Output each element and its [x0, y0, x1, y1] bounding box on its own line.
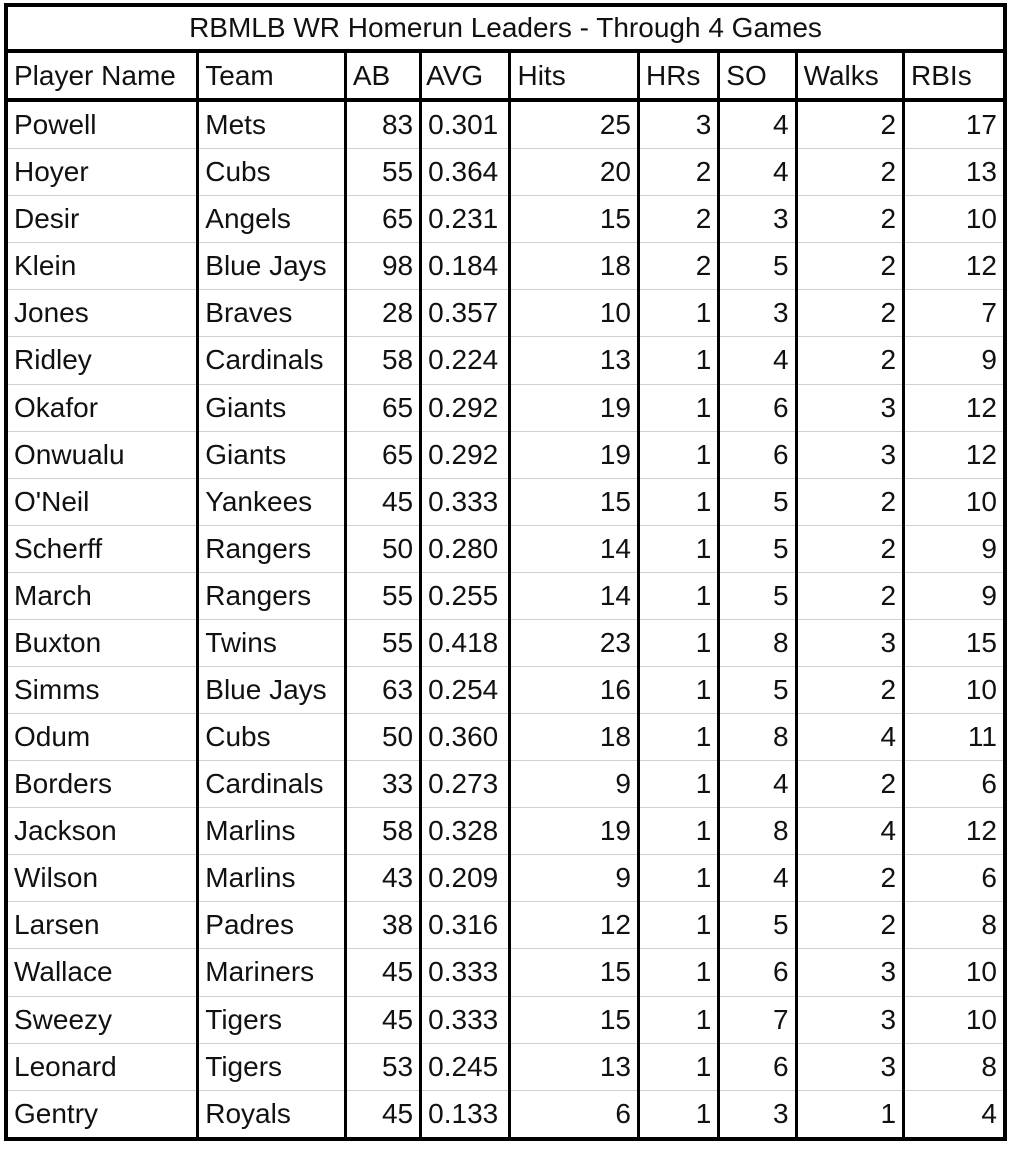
cell-avg: 0.316 — [421, 902, 510, 949]
table-row — [6, 761, 1005, 808]
cell-so: 5 — [719, 666, 796, 713]
cell-player-name: Onwualu — [6, 431, 198, 478]
cell-so: 5 — [719, 525, 796, 572]
cell-hrs: 1 — [638, 619, 718, 666]
cell-hrs: 1 — [638, 572, 718, 619]
cell-so: 6 — [719, 384, 796, 431]
cell-rbis: 11 — [904, 714, 1005, 761]
cell-avg: 0.273 — [421, 761, 510, 808]
cell-ab: 28 — [345, 290, 420, 337]
cell-hrs: 1 — [638, 949, 718, 996]
cell-ab: 45 — [345, 478, 420, 525]
cell-hits: 23 — [510, 619, 639, 666]
cell-ab: 65 — [345, 384, 420, 431]
cell-so: 5 — [719, 243, 796, 290]
table-row — [6, 902, 1005, 949]
table-row — [6, 714, 1005, 761]
cell-hits: 13 — [510, 337, 639, 384]
column-header-so: SO — [719, 51, 796, 100]
cell-ab: 83 — [345, 100, 420, 149]
cell-team: Padres — [198, 902, 346, 949]
cell-so: 5 — [719, 902, 796, 949]
table-row — [6, 619, 1005, 666]
cell-player-name: Buxton — [6, 619, 198, 666]
cell-walks: 3 — [796, 996, 903, 1043]
cell-walks: 3 — [796, 619, 903, 666]
cell-team: Marlins — [198, 808, 346, 855]
column-header-player-name: Player Name — [6, 51, 198, 100]
cell-ab: 63 — [345, 666, 420, 713]
cell-hits: 14 — [510, 525, 639, 572]
column-header-rbis: RBIs — [904, 51, 1005, 100]
cell-player-name: Leonard — [6, 1043, 198, 1090]
cell-walks: 2 — [796, 902, 903, 949]
table-row — [6, 100, 1005, 149]
cell-team: Cubs — [198, 714, 346, 761]
cell-player-name: Jackson — [6, 808, 198, 855]
cell-team: Rangers — [198, 525, 346, 572]
cell-walks: 2 — [796, 196, 903, 243]
cell-avg: 0.301 — [421, 100, 510, 149]
column-header-hrs: HRs — [638, 51, 718, 100]
cell-hrs: 1 — [638, 996, 718, 1043]
cell-avg: 0.333 — [421, 949, 510, 996]
cell-avg: 0.364 — [421, 149, 510, 196]
table-row — [6, 949, 1005, 996]
cell-hits: 15 — [510, 478, 639, 525]
cell-walks: 2 — [796, 100, 903, 149]
cell-hrs: 3 — [638, 100, 718, 149]
cell-hits: 16 — [510, 666, 639, 713]
cell-avg: 0.133 — [421, 1090, 510, 1139]
cell-avg: 0.254 — [421, 666, 510, 713]
cell-hrs: 2 — [638, 196, 718, 243]
cell-team: Cardinals — [198, 761, 346, 808]
cell-player-name: Powell — [6, 100, 198, 149]
cell-player-name: Ridley — [6, 337, 198, 384]
cell-so: 8 — [719, 808, 796, 855]
cell-so: 6 — [719, 431, 796, 478]
table-row — [6, 243, 1005, 290]
cell-team: Yankees — [198, 478, 346, 525]
cell-ab: 45 — [345, 1090, 420, 1139]
cell-hits: 25 — [510, 100, 639, 149]
cell-rbis: 12 — [904, 243, 1005, 290]
cell-rbis: 6 — [904, 855, 1005, 902]
table-row — [6, 996, 1005, 1043]
cell-avg: 0.328 — [421, 808, 510, 855]
column-header-avg: AVG — [421, 51, 510, 100]
cell-team: Tigers — [198, 996, 346, 1043]
cell-team: Rangers — [198, 572, 346, 619]
cell-avg: 0.255 — [421, 572, 510, 619]
cell-so: 4 — [719, 337, 796, 384]
cell-avg: 0.357 — [421, 290, 510, 337]
cell-walks: 3 — [796, 1043, 903, 1090]
table-row — [6, 666, 1005, 713]
cell-ab: 55 — [345, 572, 420, 619]
cell-player-name: Desir — [6, 196, 198, 243]
cell-hrs: 1 — [638, 902, 718, 949]
cell-avg: 0.292 — [421, 431, 510, 478]
cell-rbis: 6 — [904, 761, 1005, 808]
cell-avg: 0.245 — [421, 1043, 510, 1090]
cell-player-name: Larsen — [6, 902, 198, 949]
cell-walks: 1 — [796, 1090, 903, 1139]
cell-walks: 4 — [796, 714, 903, 761]
cell-hrs: 1 — [638, 384, 718, 431]
cell-avg: 0.333 — [421, 996, 510, 1043]
table-body — [6, 100, 1005, 1139]
cell-so: 3 — [719, 290, 796, 337]
cell-hrs: 1 — [638, 666, 718, 713]
cell-hits: 19 — [510, 384, 639, 431]
cell-team: Mets — [198, 100, 346, 149]
cell-team: Twins — [198, 619, 346, 666]
table-row — [6, 149, 1005, 196]
cell-so: 5 — [719, 478, 796, 525]
cell-walks: 2 — [796, 572, 903, 619]
cell-so: 4 — [719, 761, 796, 808]
cell-walks: 2 — [796, 666, 903, 713]
cell-avg: 0.184 — [421, 243, 510, 290]
table-row — [6, 290, 1005, 337]
cell-avg: 0.280 — [421, 525, 510, 572]
cell-walks: 2 — [796, 478, 903, 525]
cell-so: 6 — [719, 949, 796, 996]
cell-rbis: 9 — [904, 337, 1005, 384]
cell-team: Mariners — [198, 949, 346, 996]
cell-team: Marlins — [198, 855, 346, 902]
cell-walks: 3 — [796, 384, 903, 431]
cell-hrs: 1 — [638, 431, 718, 478]
table-row — [6, 1090, 1005, 1139]
cell-team: Braves — [198, 290, 346, 337]
table-row — [6, 572, 1005, 619]
cell-walks: 2 — [796, 761, 903, 808]
cell-hits: 9 — [510, 761, 639, 808]
table-row — [6, 1043, 1005, 1090]
cell-rbis: 10 — [904, 949, 1005, 996]
cell-player-name: Borders — [6, 761, 198, 808]
cell-team: Angels — [198, 196, 346, 243]
cell-hrs: 1 — [638, 761, 718, 808]
cell-avg: 0.333 — [421, 478, 510, 525]
cell-rbis: 8 — [904, 902, 1005, 949]
table-row — [6, 431, 1005, 478]
cell-walks: 2 — [796, 337, 903, 384]
cell-rbis: 4 — [981, 1097, 997, 1129]
cell-ab: 65 — [345, 431, 420, 478]
cell-avg: 0.418 — [421, 619, 510, 666]
cell-rbis: 12 — [904, 431, 1005, 478]
cell-rbis: 9 — [904, 572, 1005, 619]
cell-hrs: 1 — [638, 290, 718, 337]
cell-hits: 13 — [510, 1043, 639, 1090]
cell-team: Cardinals — [198, 337, 346, 384]
cell-avg: 0.231 — [421, 196, 510, 243]
cell-hrs: 1 — [638, 478, 718, 525]
cell-team: Blue Jays — [198, 666, 346, 713]
cell-hits: 19 — [510, 808, 639, 855]
cell-rbis: 12 — [904, 384, 1005, 431]
cell-hrs: 1 — [638, 525, 718, 572]
cell-so: 4 — [719, 100, 796, 149]
cell-ab: 50 — [345, 714, 420, 761]
cell-rbis: 10 — [904, 478, 1005, 525]
cell-player-name: Wallace — [6, 949, 198, 996]
cell-hrs: 2 — [638, 243, 718, 290]
column-header-row — [6, 51, 1005, 100]
cell-hrs: 1 — [638, 1090, 718, 1139]
cell-rbis: 8 — [904, 1043, 1005, 1090]
cell-team: Giants — [198, 384, 346, 431]
homerun-leaders-table — [4, 3, 1007, 1141]
column-header-walks: Walks — [796, 51, 903, 100]
cell-ab: 55 — [345, 619, 420, 666]
cell-player-name: Okafor — [6, 384, 198, 431]
cell-hrs: 1 — [638, 714, 718, 761]
cell-avg: 0.292 — [421, 384, 510, 431]
cell-rbis: 12 — [904, 808, 1005, 855]
column-header-team: Team — [198, 51, 346, 100]
cell-hits: 15 — [510, 996, 639, 1043]
cell-ab: 45 — [345, 996, 420, 1043]
cell-so: 8 — [719, 619, 796, 666]
cell-so: 3 — [719, 196, 796, 243]
cell-walks: 2 — [796, 149, 903, 196]
cell-ab: 38 — [345, 902, 420, 949]
cell-avg: 0.360 — [421, 714, 510, 761]
cell-hrs: 1 — [638, 808, 718, 855]
cell-team: Tigers — [198, 1043, 346, 1090]
cell-hits: 12 — [510, 902, 639, 949]
cell-hits: 14 — [510, 572, 639, 619]
cell-player-name: Gentry — [6, 1090, 198, 1139]
cell-rbis: 9 — [904, 525, 1005, 572]
cell-rbis: 10 — [904, 666, 1005, 713]
cell-avg: 0.224 — [421, 337, 510, 384]
cell-walks: 2 — [796, 855, 903, 902]
cell-ab: 65 — [345, 196, 420, 243]
cell-hrs: 1 — [638, 337, 718, 384]
cell-rbis: 17 — [904, 100, 1005, 149]
cell-rbis: 7 — [904, 290, 1005, 337]
cell-rbis: 10 — [904, 196, 1005, 243]
cell-so: 4 — [719, 149, 796, 196]
table-row — [6, 384, 1005, 431]
cell-walks: 2 — [796, 290, 903, 337]
cell-so: 4 — [719, 855, 796, 902]
column-header-ab: AB — [345, 51, 420, 100]
cell-ab: 50 — [345, 525, 420, 572]
cell-hrs: 1 — [638, 855, 718, 902]
cell-hrs: 1 — [638, 1043, 718, 1090]
cell-so: 3 — [719, 1090, 796, 1139]
cell-ab: 55 — [345, 149, 420, 196]
cell-hits: 6 — [510, 1090, 639, 1139]
cell-ab: 58 — [345, 337, 420, 384]
cell-hits: 15 — [510, 949, 639, 996]
cell-ab: 98 — [345, 243, 420, 290]
cell-so: 5 — [719, 572, 796, 619]
cell-hits: 18 — [510, 714, 639, 761]
cell-rbis: 10 — [904, 996, 1005, 1043]
cell-hits: 10 — [510, 290, 639, 337]
table-title: RBMLB WR Homerun Leaders - Through 4 Games — [6, 5, 1005, 51]
cell-so: 6 — [719, 1043, 796, 1090]
cell-walks: 3 — [796, 431, 903, 478]
cell-player-name: Klein — [6, 243, 198, 290]
cell-player-name: Wilson — [6, 855, 198, 902]
cell-walks: 4 — [796, 808, 903, 855]
cell-hits: 15 — [510, 196, 639, 243]
cell-player-name: Hoyer — [6, 149, 198, 196]
cell-player-name: Jones — [6, 290, 198, 337]
cell-ab: 58 — [345, 808, 420, 855]
cell-player-name: O'Neil — [6, 478, 198, 525]
cell-player-name: March — [6, 572, 198, 619]
table-row — [6, 478, 1005, 525]
cell-team: Blue Jays — [198, 243, 346, 290]
cell-player-name: Odum — [6, 714, 198, 761]
cell-ab: 33 — [345, 761, 420, 808]
cell-rbis: 15 — [904, 619, 1005, 666]
table-row — [6, 855, 1005, 902]
cell-ab: 45 — [345, 949, 420, 996]
cell-player-name: Sweezy — [6, 996, 198, 1043]
cell-team: Giants — [198, 431, 346, 478]
cell-walks: 3 — [796, 949, 903, 996]
table-row — [6, 337, 1005, 384]
table-row — [6, 808, 1005, 855]
cell-walks: 2 — [796, 525, 903, 572]
cell-avg: 0.209 — [421, 855, 510, 902]
cell-ab: 43 — [345, 855, 420, 902]
cell-hrs: 2 — [638, 149, 718, 196]
cell-team: Cubs — [198, 149, 346, 196]
cell-hits: 19 — [510, 431, 639, 478]
cell-so: 7 — [719, 996, 796, 1043]
cell-hits: 9 — [510, 855, 639, 902]
cell-rbis: 13 — [904, 149, 1005, 196]
cell-player-name: Simms — [6, 666, 198, 713]
cell-hits: 20 — [510, 149, 639, 196]
column-header-hits: Hits — [510, 51, 639, 100]
table-row — [6, 196, 1005, 243]
cell-ab: 53 — [345, 1043, 420, 1090]
cell-hits: 18 — [510, 243, 639, 290]
cell-so: 8 — [719, 714, 796, 761]
cell-team: Royals — [198, 1090, 346, 1139]
cell-walks: 2 — [796, 243, 903, 290]
cell-player-name: Scherff — [6, 525, 198, 572]
table-row — [6, 525, 1005, 572]
